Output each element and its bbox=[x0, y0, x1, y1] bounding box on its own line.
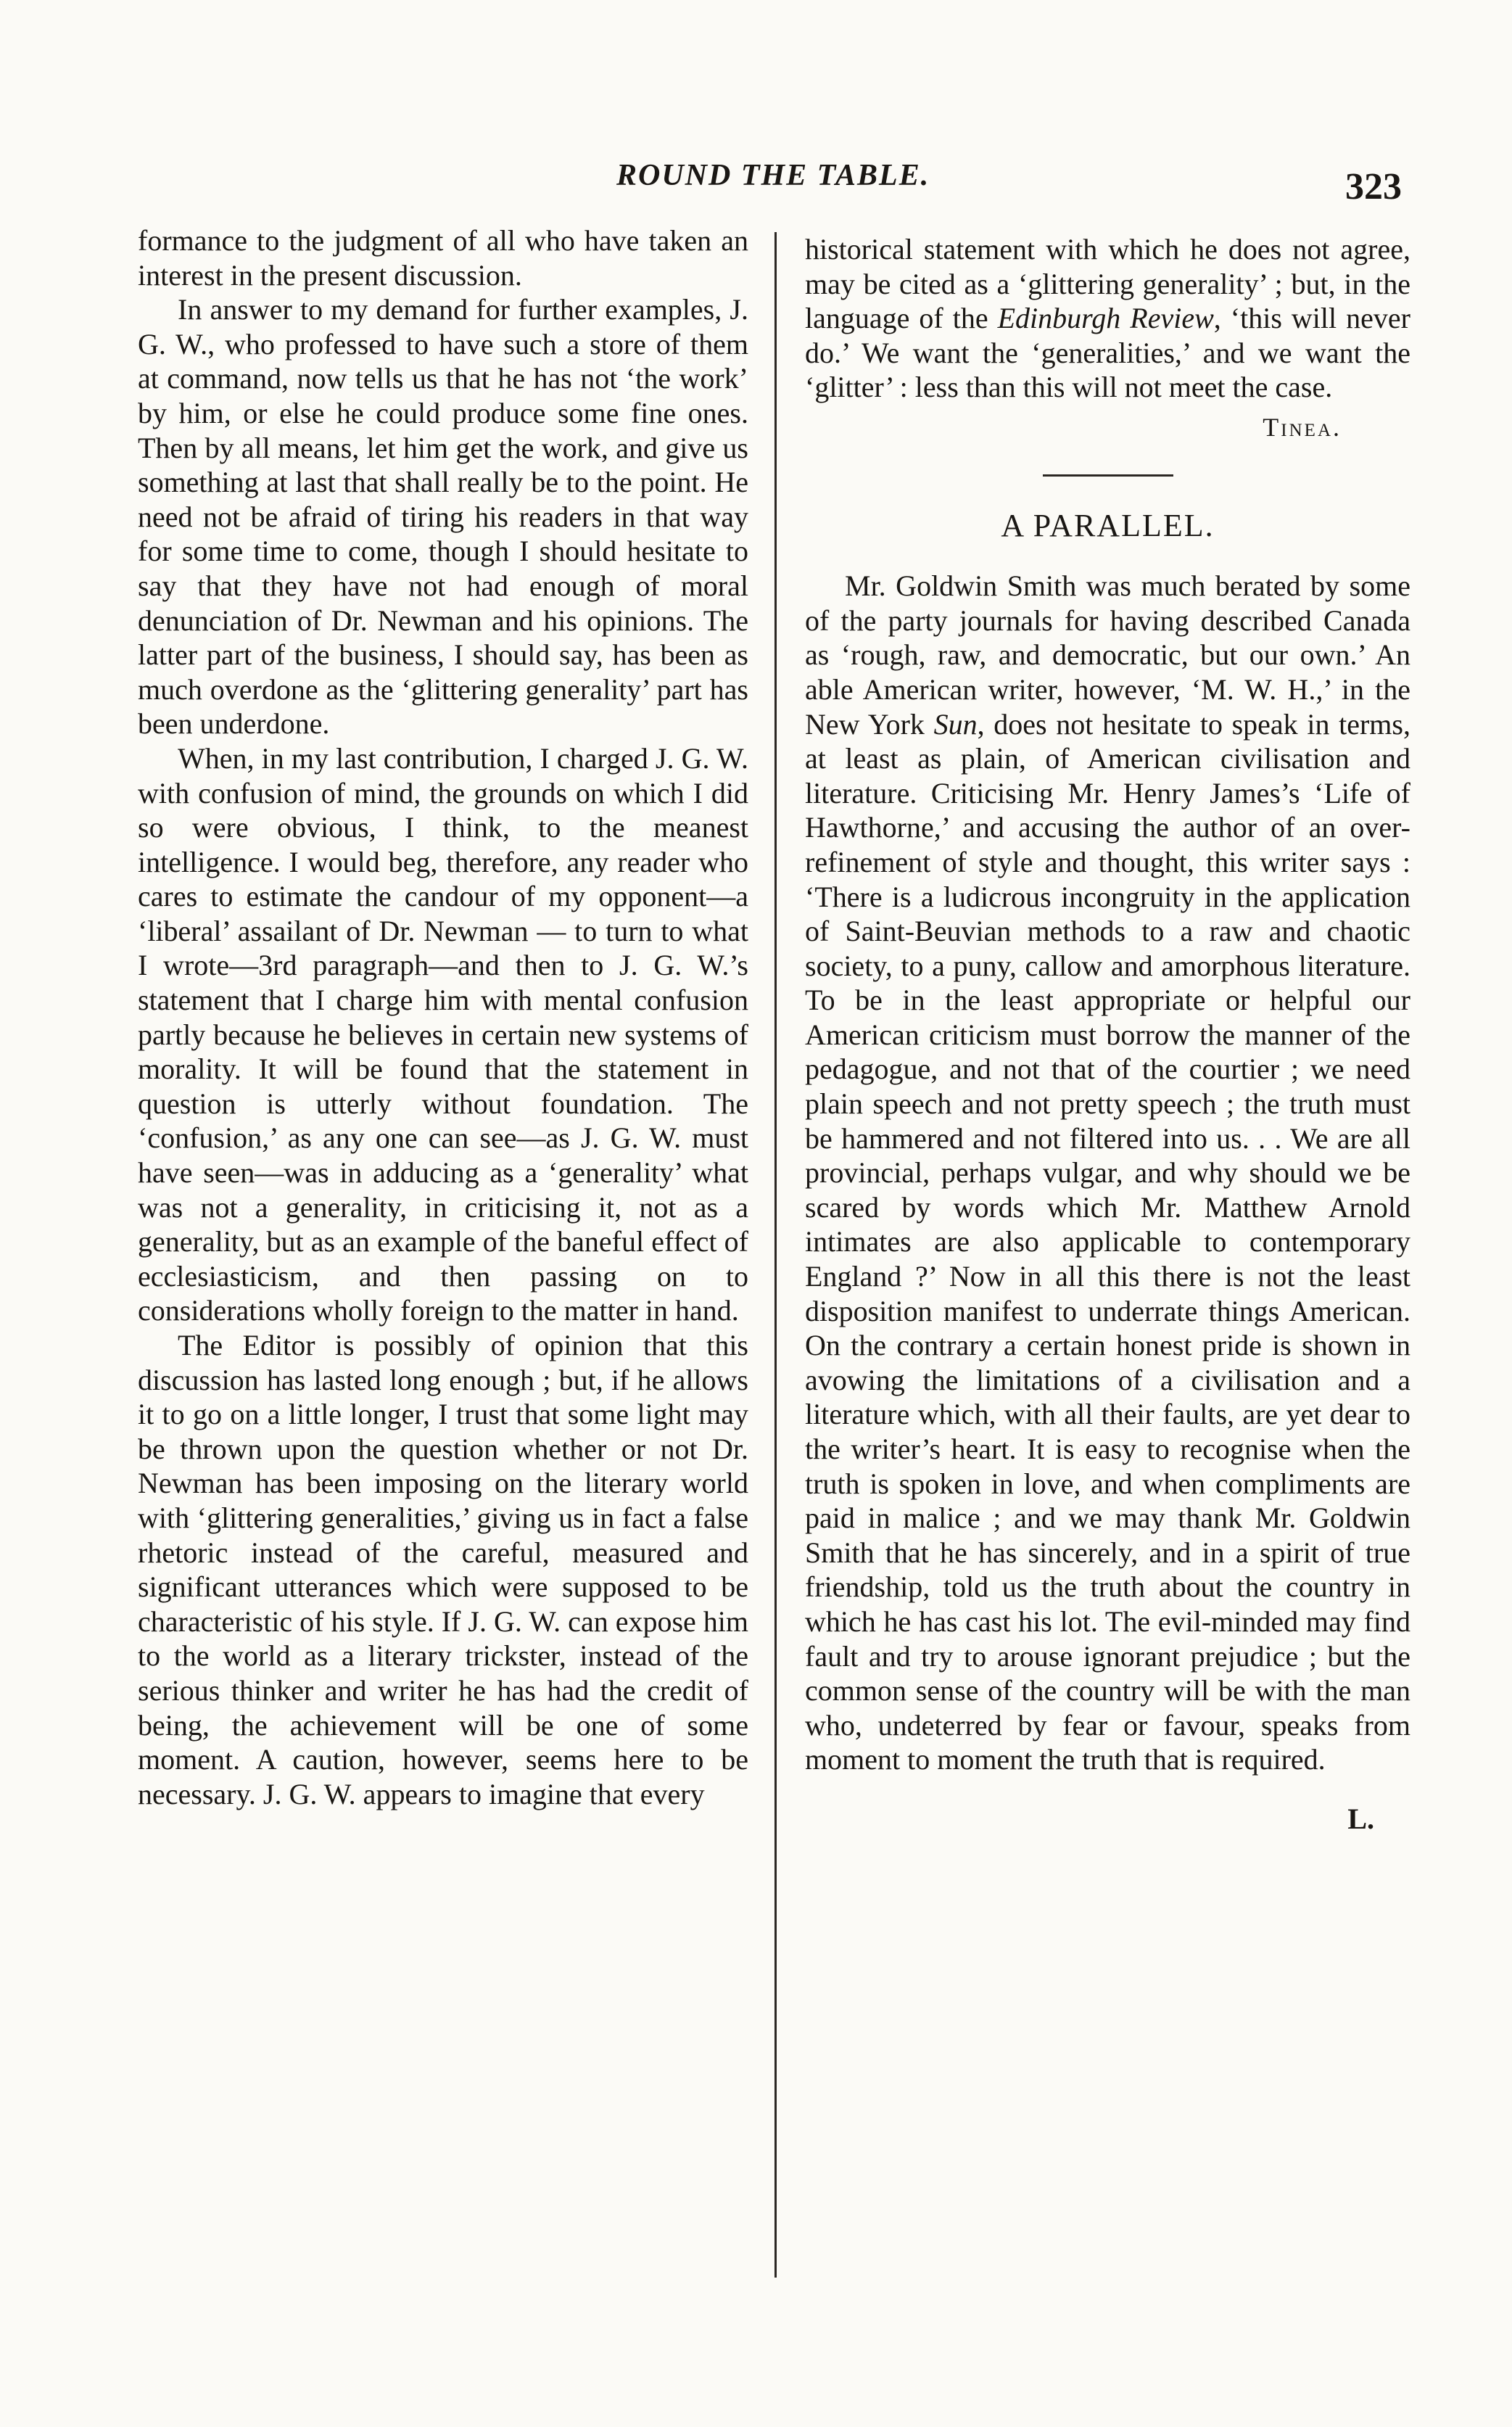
paragraph-continuation: formance to the judgment of all who have taken an interest in the present discussion. bbox=[138, 224, 748, 292]
page-number: 323 bbox=[1345, 166, 1402, 207]
section-title: A PARALLEL. bbox=[1001, 507, 1215, 543]
publication-title: Edinburgh Review bbox=[997, 302, 1214, 335]
newspaper-title: Sun bbox=[933, 707, 978, 741]
paragraph-continuation bbox=[805, 232, 1410, 405]
paragraph-text-b: , does not hesitate to speak in terms, at least as plain, of American civilisation and literature. Criticising Mr. Henry James’s ‘Life of Hawthorne,’ and accusing the author of an over-refinement of style and thought, this writer says : ‘There is a ludicrous incongruity in the application of Saint-Beuvian methods to a raw and chaotic society, to a puny, callow and amorphous literature. To be in the least appropriate or helpful our American criticism must borrow the manner of the pedagogue, and not that of the courtier ; we need plain speech and not pretty speech ; the truth must be hammered and not filtered into us. . . We are all provincial, perhaps vulgar, and why should we be scared by words which Mr. Matthew Arnold intimates are also applicable to contemporary England ?’ Now in all this there is not the least disposition manifest to underrate things American. On the contrary a certain honest pride is shown in avowing the limitations of a civilisation and a literature which, with all their faults, are yet dear to the writer’s heart. It is easy to recognise when the truth is spoken in love, and when compliments are paid in malice ; and we may thank Mr. Goldwin Smith that he has sincerely, and in a spirit of true friendship, told us the truth about the country in which he has cast his lot. The evil-minded may find fault and try to arouse ignorant prejudice ; but the common sense of the country will be with the man who, undeterred by fear or favour, speaks from moment to moment the truth that is required. bbox=[805, 707, 1410, 1776]
paragraph bbox=[805, 569, 1410, 1777]
paragraph: In answer to my demand for further examples, J. G. W., who professed to have such a store of them at command, now tells us that he has not ‘the work’ by him, or else he could produce some fine ones. Then by all means, let him get the work, and give us something at last that shall really be to the point. He need not be afraid of tiring his readers in that way for some time to come, though I should hesitate to say that they have not had enough of moral denunciation of Dr. Newman and his opinions. The latter part of the business, I should say, has been as much overdone as the ‘glittering generality’ part has been underdone. bbox=[138, 293, 748, 741]
paragraph: The Editor is possibly of opinion that this discussion has lasted long enough ; but, if he allows it to go on a little longer, I trust that some light may be thrown upon the question whether or not Dr. Newman has been imposing on the literary world with ‘glittering generalities,’ giving us in fact a false rhetoric instead of the careful, measured and significant utterances which were supposed to be characteristic of his style. If J. G. W. can expose him to the world as a literary trickster, instead of the serious thinker and writer he has had the credit of being, the achievement will be one of some moment. A caution, however, seems here to be necessary. J. G. W. appears to imagine that every bbox=[138, 1329, 748, 1810]
author-initial: L. bbox=[1347, 1802, 1374, 1835]
running-title: ROUND THE TABLE. bbox=[616, 159, 930, 192]
right-column bbox=[805, 232, 1410, 1837]
continuation-text-b: , ‘this will never do.’ We want the ‘generalities,’ and we want the ‘glitter’ : less than this will not meet the case. bbox=[805, 302, 1410, 404]
page-header bbox=[0, 158, 1512, 207]
paragraph: When, in my last contribution, I charged J. G. W. with confusion of mind, the grounds on which I did so were obvious, I think, to the meanest intelligence. I would beg, therefore, any reader who cares to estimate the candour of my opponent—a ‘liberal’ assailant of Dr. Newman — to turn to what I wrote—3rd paragraph—and then to J. G. W.’s statement that I charge him with mental confusion partly because he believes in certain new systems of morality. It will be found that the statement in question is utterly without foundation. The ‘confusion,’ as any one can see—as J. G. W. must have seen—was in adducing as a ‘generality’ what was not a generality, in criticising it, not as a generality, but as an example of the baneful effect of ecclesiasticism, and then passing on to considerations wholly foreign to the matter in hand. bbox=[138, 741, 748, 1327]
author-signature: Tinea. bbox=[1263, 412, 1342, 442]
section-divider bbox=[1043, 474, 1173, 477]
left-column bbox=[138, 223, 748, 1811]
paragraph-text-a: Mr. Goldwin Smith was much berated by some of the party journals for having described Canada as ‘rough, raw, and democratic, but our own.’ An able American writer, however, ‘M. W. H.,’ in the New York bbox=[805, 569, 1410, 741]
continuation-text-a: historical statement with which he does not agree, may be cited as a ‘glittering generality’ ; but, in the language of the bbox=[805, 233, 1410, 335]
column-divider bbox=[774, 232, 777, 2278]
